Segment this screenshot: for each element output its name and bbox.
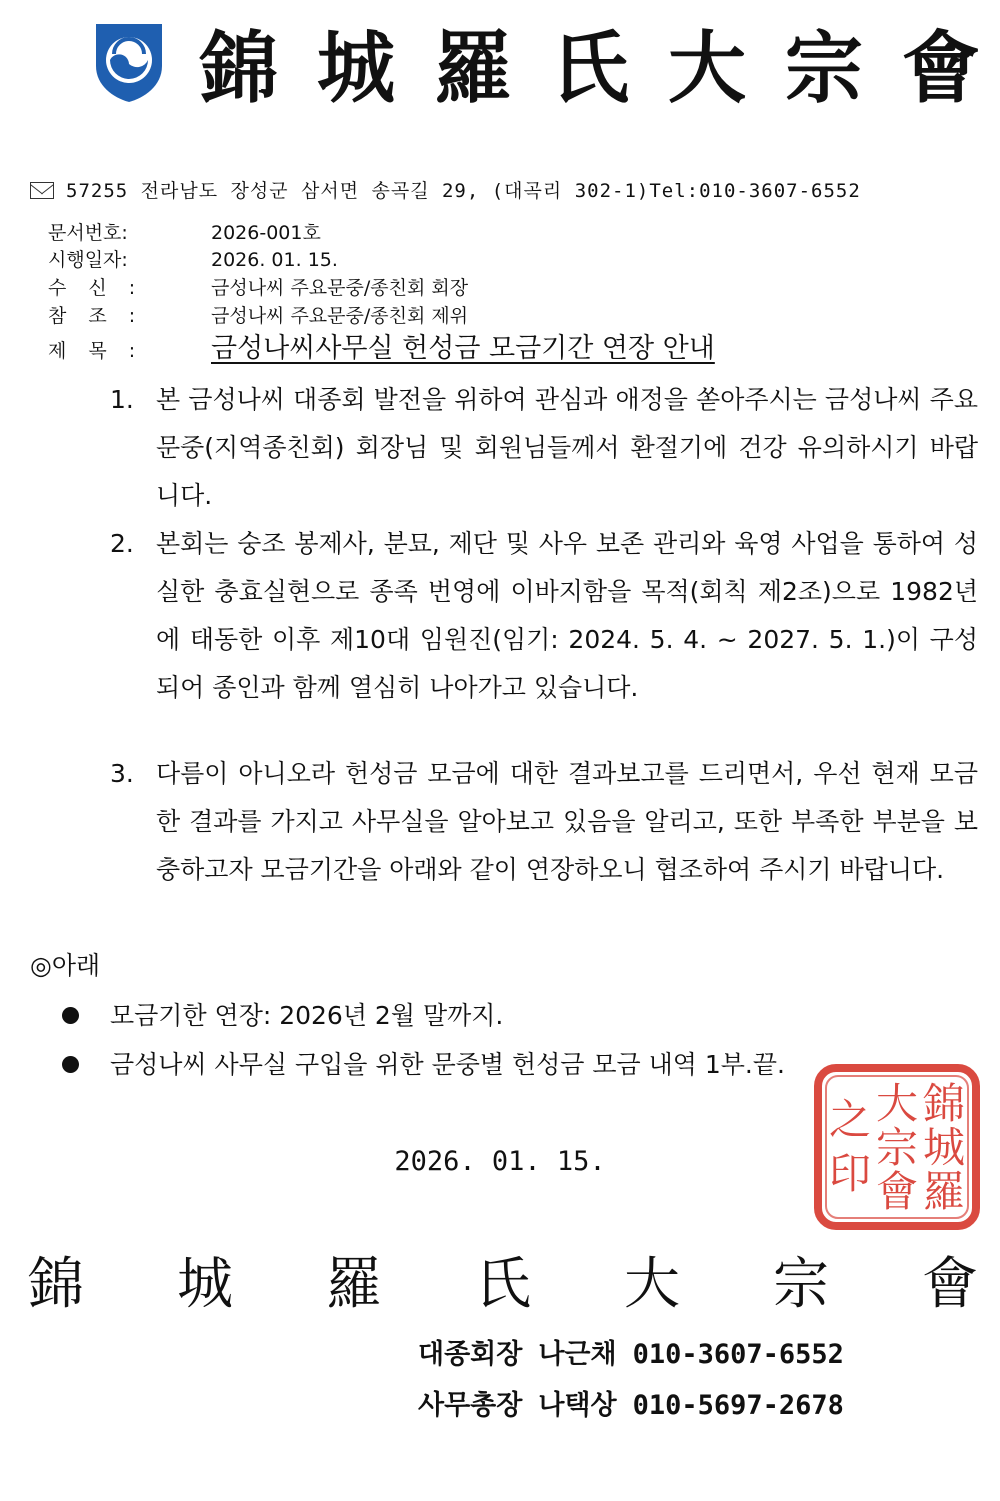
contact-phone: 010-3607-6552 xyxy=(632,1339,844,1370)
bullet-text: 금성나씨 사무실 구입을 위한 문중별 헌성금 모금 내역 1부.끝. xyxy=(110,1050,785,1079)
subject-row xyxy=(48,333,715,364)
header-org-title xyxy=(200,12,980,112)
clan-logo-shield-icon xyxy=(92,20,166,104)
date-label: 시행일자: xyxy=(48,249,128,271)
contact-phone: 010-5697-2678 xyxy=(632,1390,844,1421)
doc-number-row xyxy=(48,220,321,246)
title-char: 城 xyxy=(316,23,395,114)
paragraph-number: 2. xyxy=(110,529,134,558)
org-char: 氏 xyxy=(475,1252,531,1317)
seal-char: 印 xyxy=(828,1149,872,1198)
contact-chairman xyxy=(418,1332,860,1371)
seal-char: 大 xyxy=(875,1079,919,1128)
seal-char: 之 xyxy=(828,1095,872,1144)
paragraph-1 xyxy=(110,376,978,520)
title-char: 宗 xyxy=(784,23,863,114)
footer-org-title xyxy=(28,1240,978,1320)
org-char: 羅 xyxy=(326,1252,382,1317)
contact-secretary xyxy=(418,1383,860,1422)
org-char: 錦 xyxy=(28,1252,84,1317)
seal-char: 城 xyxy=(922,1123,966,1172)
paragraph-3 xyxy=(110,750,978,894)
paragraph-number: 1. xyxy=(110,385,134,414)
subject-value: 금성나씨사무실 헌성금 모금기간 연장 안내 xyxy=(211,333,715,364)
closing-date: 2026. 01. 15. xyxy=(394,1146,606,1177)
bullet-item xyxy=(62,993,978,1039)
org-char: 大 xyxy=(624,1252,680,1317)
doc-number-value: 2026-001호 xyxy=(211,222,321,244)
reference-label: 참조: xyxy=(48,305,158,327)
org-char: 會 xyxy=(922,1252,978,1317)
envelope-icon xyxy=(30,182,54,199)
seal-char: 宗 xyxy=(875,1123,919,1172)
notice-heading: ◎아래 xyxy=(30,951,101,980)
title-char: 錦 xyxy=(200,23,279,114)
date-value: 2026. 01. 15. xyxy=(211,249,338,271)
recipient-label: 수신: xyxy=(48,277,158,299)
paragraph-text: 본회는 숭조 봉제사, 분묘, 제단 및 사우 보존 관리와 육영 사업을 통하여 성실한 충효실현으로 종족 번영에 이바지함을 목적(회칙 제2조)으로 1982년에 태동한 이후 제10대 임원진(임기: 2024. 5. 4. ~ 2027. 5. 1.)이 구성되어 종인과 함께 열심히 나아가고 있습니다. xyxy=(156,529,978,702)
org-char: 城 xyxy=(177,1252,233,1317)
bullet-text: 모금기한 연장: 2026년 2월 말까지. xyxy=(110,1001,504,1030)
paragraph-2 xyxy=(110,520,978,712)
date-row xyxy=(48,247,338,273)
address-text: 57255 전라남도 장성군 삼서면 송곡길 29, (대곡리 302-1)Tel:010-3607-6552 xyxy=(66,180,861,202)
title-char: 大 xyxy=(667,23,746,114)
recipient-row xyxy=(48,275,468,301)
seal-char: 羅 xyxy=(922,1167,966,1216)
org-char: 宗 xyxy=(773,1252,829,1317)
reference-row xyxy=(48,303,468,329)
contact-role: 대종회장 xyxy=(418,1339,523,1370)
contact-name: 나택상 xyxy=(538,1390,617,1421)
paragraph-text: 본 금성나씨 대종회 발전을 위하여 관심과 애정을 쏟아주시는 금성나씨 주요문중(지역종친회) 회장님 및 회원님들께서 환절기에 건강 유의하시기 바랍니다. xyxy=(156,385,978,510)
paragraph-text: 다름이 아니오라 헌성금 모금에 대한 결과보고를 드리면서, 우선 현재 모금한 결과를 가지고 사무실을 알아보고 있음을 알리고, 또한 부족한 부분을 보충하고자 모금기간을 아래와 같이 연장하오니 협조하여 주시기 바랍니다. xyxy=(156,759,978,884)
reference-value: 금성나씨 주요문중/종친회 제위 xyxy=(211,305,469,327)
title-char: 羅 xyxy=(433,23,512,114)
title-char: 氏 xyxy=(550,23,629,114)
doc-number-label: 문서번호: xyxy=(48,222,128,244)
recipient-value: 금성나씨 주요문중/종친회 회장 xyxy=(211,277,469,299)
title-char: 會 xyxy=(901,23,980,114)
official-seal-stamp xyxy=(812,1062,982,1232)
contact-name: 나근채 xyxy=(538,1339,617,1370)
seal-char: 錦 xyxy=(922,1079,966,1128)
paragraph-number: 3. xyxy=(110,759,134,788)
contact-role: 사무총장 xyxy=(418,1390,523,1421)
bullet-dot-icon xyxy=(62,1056,79,1073)
subject-label: 제목: xyxy=(48,340,158,362)
seal-char: 會 xyxy=(875,1167,919,1216)
bullet-dot-icon xyxy=(62,1007,79,1024)
address-line xyxy=(30,176,990,203)
